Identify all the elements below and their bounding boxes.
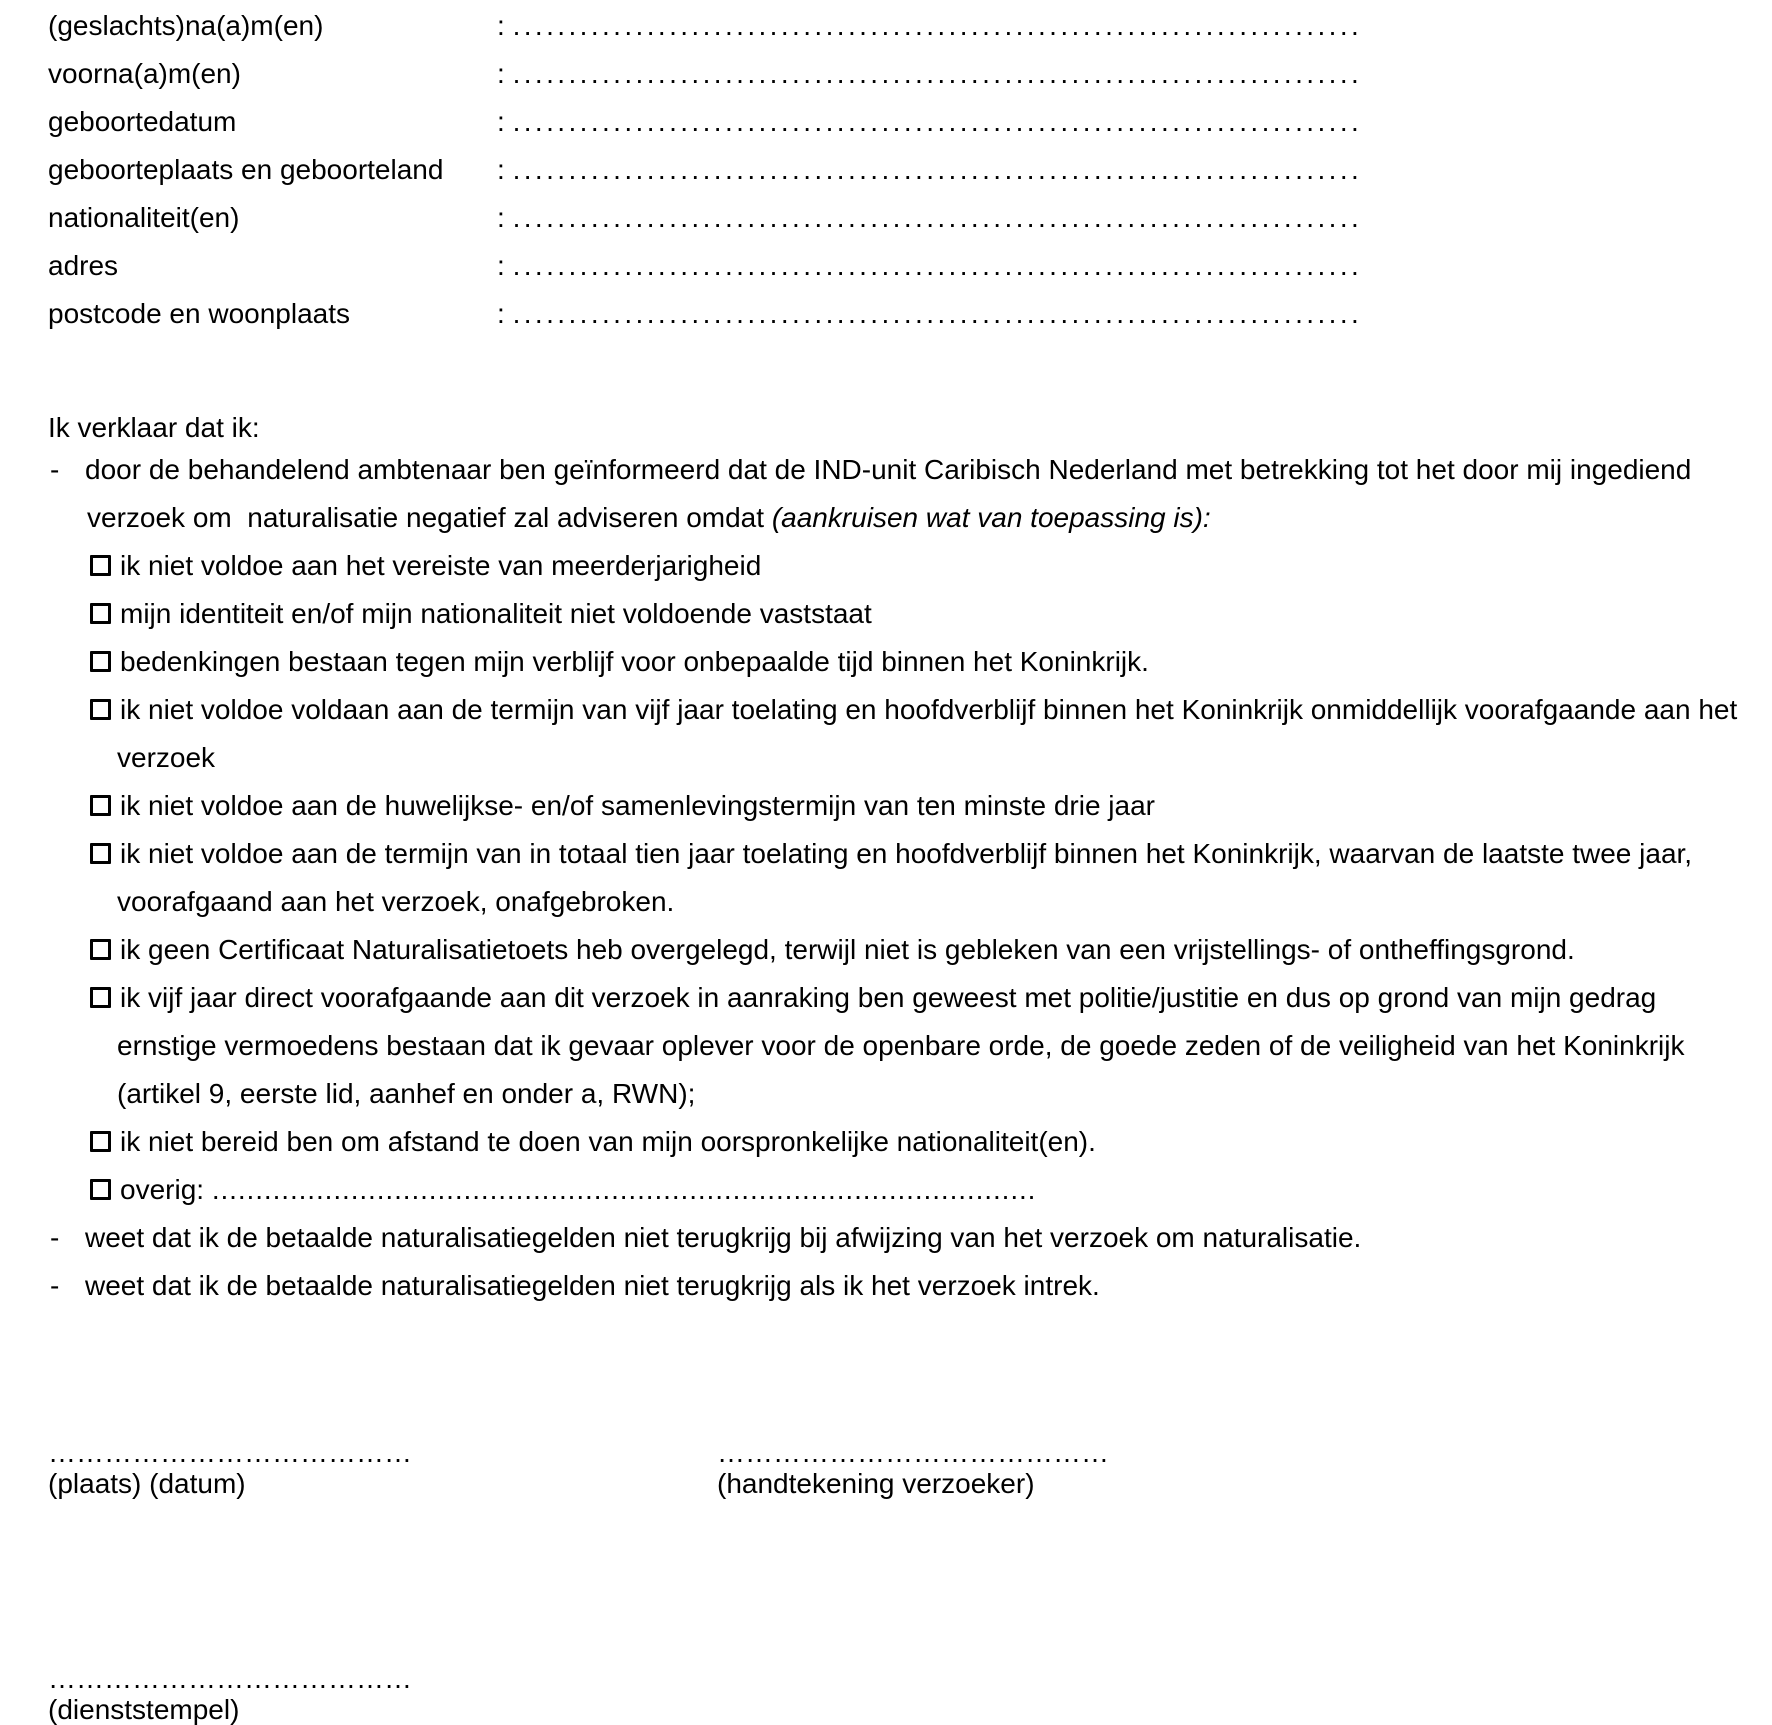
option-vijf-jaar-termijn-cont: verzoek [117, 742, 216, 773]
dot-leader: ............................................................................ [512, 106, 1363, 137]
option-row-tien-jaar-termijn [48, 830, 1772, 878]
declaration-section [48, 410, 1772, 1310]
dash-bullet: - [50, 454, 60, 485]
personal-fields-section [0, 0, 1772, 338]
declaration-item-intrekking-text: weet dat ik de betaalde naturalisatiegelden niet terugkrijg als ik het verzoek intrek. [85, 1270, 1100, 1301]
colon: : [497, 250, 513, 281]
field-row-geboortedatum [48, 98, 1772, 146]
checkbox-identiteit[interactable] [90, 603, 111, 624]
option-label-vijf-jaar-termijn: ik niet voldoe voldaan aan de termijn van vijf jaar toelating en hoofdverblijf binnen het Koninkrijk onmiddellijk voorafgaande aan het [120, 694, 1738, 725]
option-label-huwelijkse-termijn: ik niet voldoe aan de huwelijkse- en/of samenlevingstermijn van ten minste drie jaar [120, 790, 1155, 821]
applicant-signature-label: (handtekening verzoeker) [717, 1468, 1035, 1499]
checkbox-certificaat[interactable] [90, 939, 111, 960]
field-label-geboortedatum: geboortedatum [48, 106, 237, 137]
field-fill-line-geboortedatum[interactable] [497, 98, 1362, 146]
field-row-voornamen [48, 50, 1772, 98]
option-row-certificaat [48, 926, 1772, 974]
colon: : [497, 10, 513, 41]
field-label-adres: adres [48, 250, 119, 281]
signature-labels-row [48, 1468, 1772, 1499]
dot-leader: ............................................................................ [512, 58, 1363, 89]
declaration-item-informed-text: door de behandelend ambtenaar ben geïnformeerd dat de IND-unit Caribisch Nederland met betrekking tot het door mij ingediend [85, 454, 1692, 485]
option-row-huwelijkse-termijn [48, 782, 1772, 830]
option-row-overig [48, 1166, 1772, 1214]
option-row-bedenkingen [48, 638, 1772, 686]
field-fill-line-nationaliteit[interactable] [497, 194, 1362, 242]
field-fill-line-geslachtsnaam[interactable] [497, 2, 1362, 50]
checkbox-openbare-orde[interactable] [90, 987, 111, 1008]
field-label-geslachtsnaam: (geslachts)na(a)m(en) [48, 10, 324, 41]
checkbox-meerderjarigheid[interactable] [90, 555, 111, 576]
signature-lines-row [48, 1437, 1772, 1468]
declaration-item-afwijzing [48, 1214, 1772, 1262]
option-row-openbare-orde [48, 974, 1772, 1022]
field-row-nationaliteit [48, 194, 1772, 242]
option-row-meerderjarigheid [48, 542, 1772, 590]
declaration-intro: Ik verklaar dat ik: [48, 412, 260, 443]
stamp-section [48, 1663, 1772, 1725]
option-row-vijf-jaar-termijn [48, 686, 1772, 734]
applicant-signature-line[interactable]: …………………………………… [717, 1437, 1109, 1468]
field-row-adres [48, 242, 1772, 290]
dot-leader: ............................................................................ [512, 250, 1363, 281]
declaration-item-intrekking [48, 1262, 1772, 1310]
field-row-postcode [48, 290, 1772, 338]
overig-fill-line[interactable]: ............................................................................................... [211, 1174, 1037, 1205]
stamp-line[interactable]: ………………………………… [48, 1663, 412, 1694]
colon: : [497, 58, 513, 89]
signature-section [48, 1437, 1772, 1499]
declaration-item-afwijzing-text: weet dat ik de betaalde naturalisatiegelden niet terugkrijg bij afwijzing van het verzoek om naturalisatie. [85, 1222, 1362, 1253]
checkbox-overig[interactable] [90, 1179, 111, 1200]
field-row-geslachtsnaam [48, 2, 1772, 50]
colon: : [497, 154, 513, 185]
field-label-voornamen: voorna(a)m(en) [48, 58, 241, 89]
declaration-item-informed-italic: (aankruisen wat van toepassing is): [771, 502, 1211, 533]
option-tien-jaar-termijn-cont: voorafgaand aan het verzoek, onafgebroken. [117, 886, 675, 917]
option-row-identiteit [48, 590, 1772, 638]
colon: : [497, 298, 513, 329]
option-openbare-orde-cont1: ernstige vermoedens bestaan dat ik gevaar oplever voor de openbare orde, de goede zeden of de veiligheid van het Koninkrijk [117, 1030, 1685, 1061]
colon: : [497, 106, 513, 137]
dash-bullet: - [50, 1222, 60, 1253]
dash-bullet: - [50, 1270, 60, 1301]
option-label-tien-jaar-termijn: ik niet voldoe aan de termijn van in totaal tien jaar toelating en hoofdverblijf binnen het Koninkrijk, waarvan de laatste twee jaar, [120, 838, 1693, 869]
option-label-meerderjarigheid: ik niet voldoe aan het vereiste van meerderjarigheid [120, 550, 762, 581]
field-fill-line-geboorteplaats[interactable] [497, 146, 1362, 194]
dot-leader: ............................................................................ [512, 202, 1363, 233]
dot-leader: ............................................................................ [512, 298, 1363, 329]
option-row-afstand-nationaliteit [48, 1118, 1772, 1166]
option-label-identiteit: mijn identiteit en/of mijn nationaliteit niet voldoende vaststaat [120, 598, 872, 629]
declaration-item-informed-text2: verzoek om naturalisatie negatief zal adviseren omdat [87, 502, 772, 533]
field-row-geboorteplaats [48, 146, 1772, 194]
checkbox-afstand-nationaliteit[interactable] [90, 1131, 111, 1152]
option-label-afstand-nationaliteit: ik niet bereid ben om afstand te doen van mijn oorspronkelijke nationaliteit(en). [120, 1126, 1096, 1157]
checkbox-huwelijkse-termijn[interactable] [90, 795, 111, 816]
field-fill-line-voornamen[interactable] [497, 50, 1362, 98]
field-fill-line-adres[interactable] [497, 242, 1362, 290]
place-date-label: (plaats) (datum) [48, 1468, 246, 1499]
stamp-label: (dienststempel) [48, 1694, 240, 1725]
option-label-openbare-orde: ik vijf jaar direct voorafgaande aan dit verzoek in aanraking ben geweest met politie/justitie en dus op grond van mijn gedrag [120, 982, 1657, 1013]
dot-leader: ............................................................................ [512, 10, 1363, 41]
checkbox-tien-jaar-termijn[interactable] [90, 843, 111, 864]
field-label-nationaliteit: nationaliteit(en) [48, 202, 240, 233]
checkbox-bedenkingen[interactable] [90, 651, 111, 672]
option-label-certificaat: ik geen Certificaat Naturalisatietoets heb overgelegd, terwijl niet is gebleken van een vrijstellings- of ontheffingsgrond. [120, 934, 1575, 965]
option-label-bedenkingen: bedenkingen bestaan tegen mijn verblijf voor onbepaalde tijd binnen het Koninkrijk. [120, 646, 1149, 677]
checkbox-vijf-jaar-termijn[interactable] [90, 699, 111, 720]
place-date-line[interactable]: ………………………………… [48, 1437, 412, 1468]
field-label-postcode: postcode en woonplaats [48, 298, 350, 329]
field-label-geboorteplaats: geboorteplaats en geboorteland [48, 154, 444, 185]
option-label-overig: overig: [120, 1174, 212, 1205]
colon: : [497, 202, 513, 233]
option-openbare-orde-cont2: (artikel 9, eerste lid, aanhef en onder a, RWN); [117, 1078, 696, 1109]
declaration-item-informed-line1 [48, 446, 1772, 494]
declaration-item-informed-line2 [48, 494, 1772, 542]
field-fill-line-postcode[interactable] [497, 290, 1362, 338]
dot-leader: ............................................................................ [512, 154, 1363, 185]
